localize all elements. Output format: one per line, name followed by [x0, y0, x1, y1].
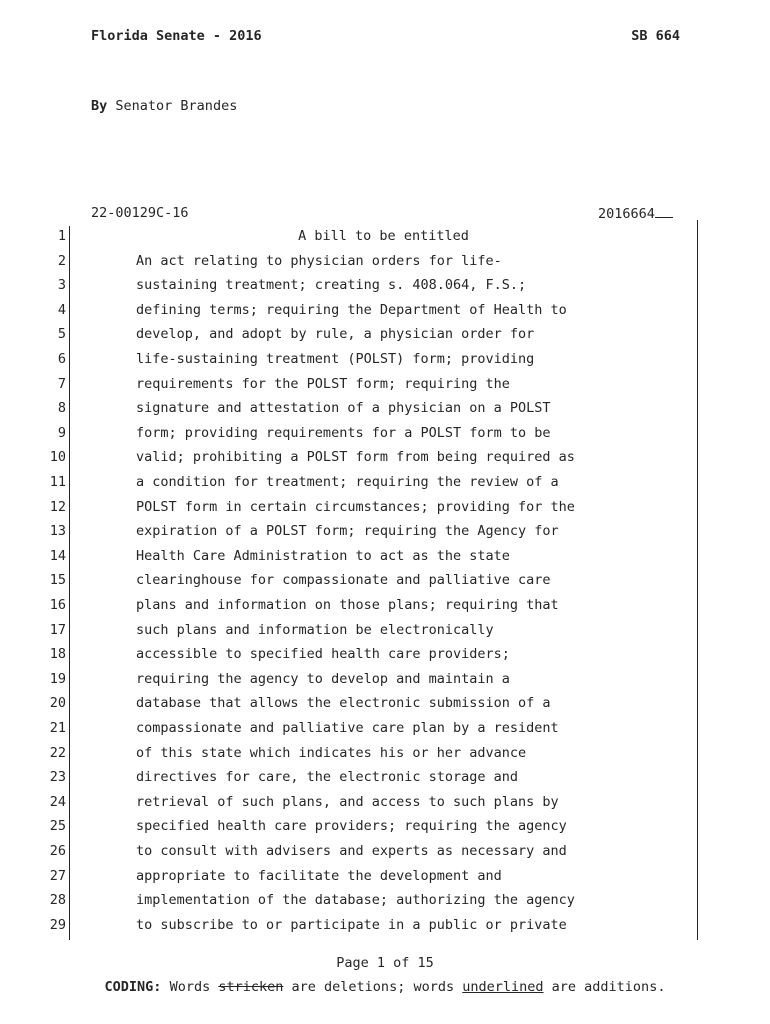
- bill-text-line: specified health care providers; requiring the agency: [136, 818, 567, 835]
- bill-text-line: implementation of the database; authorizing the agency: [136, 892, 575, 909]
- page-header-chamber: Florida Senate - 2016: [91, 28, 262, 44]
- line-number: 6: [57, 351, 66, 367]
- coding-end: are additions.: [551, 979, 666, 995]
- bill-title-line: A bill to be entitled: [298, 228, 469, 244]
- line-number: 3: [57, 277, 66, 294]
- coding-mid: are deletions; words: [291, 979, 455, 995]
- bill-text-line: An act relating to physician orders for life-: [136, 252, 502, 269]
- coding-words: Words: [169, 979, 211, 995]
- line-number: 21: [49, 720, 66, 736]
- page-number: Page 1 of 15: [336, 955, 434, 971]
- line-number: 2: [57, 252, 66, 269]
- line-number: 23: [49, 769, 66, 786]
- sponsor-by-label: By: [91, 98, 108, 114]
- line-number: 28: [49, 892, 66, 909]
- line-number: 24: [49, 793, 66, 810]
- right-margin-bar: [697, 220, 698, 940]
- bill-text-line: expiration of a POLST form; requiring the Agency for: [136, 523, 559, 540]
- coding-stricken: stricken: [218, 979, 284, 995]
- line-number: 15: [49, 572, 66, 589]
- bill-text-line: requiring the agency to develop and maintain a: [136, 670, 510, 687]
- bill-text-line: POLST form in certain circumstances; providing for the: [136, 498, 575, 515]
- left-margin-bar: [69, 226, 70, 940]
- page-header-bill-number: SB 664: [631, 28, 680, 44]
- bill-text-line: a condition for treatment; requiring the review of a: [136, 474, 559, 490]
- line-number: 19: [49, 670, 66, 687]
- doc-id-right-wrap: [598, 205, 673, 222]
- line-number: 9: [57, 424, 66, 441]
- line-number: 25: [49, 818, 66, 835]
- bill-text-line: accessible to specified health care providers;: [136, 646, 510, 663]
- line-number: 11: [49, 474, 66, 490]
- bill-text-line: to consult with advisers and experts as necessary and: [136, 843, 567, 859]
- bill-text-line: such plans and information be electronically: [136, 621, 494, 638]
- line-number: 8: [57, 400, 66, 417]
- line-number: 22: [49, 744, 66, 761]
- line-number: 29: [49, 916, 66, 933]
- bill-text-line: to subscribe to or participate in a public or private: [136, 916, 567, 933]
- bill-text-line: plans and information on those plans; requiring that: [136, 597, 559, 613]
- bill-text-line: Health Care Administration to act as the state: [136, 547, 510, 564]
- line-number: 14: [49, 547, 66, 564]
- bill-text-line: sustaining treatment; creating s. 408.064, F.S.;: [136, 277, 527, 294]
- bill-text-line: retrieval of such plans, and access to such plans by: [136, 793, 559, 810]
- line-number: 27: [49, 867, 66, 884]
- doc-id-left: 22-00129C-16: [91, 205, 189, 221]
- bill-text-line: of this state which indicates his or her advance: [136, 744, 527, 761]
- coding-underlined: underlined: [462, 979, 544, 995]
- bill-text-line: develop, and adopt by rule, a physician order for: [136, 326, 535, 343]
- doc-id-right: 2016664: [598, 206, 655, 222]
- bill-text-line: signature and attestation of a physician on a POLST: [136, 400, 551, 417]
- line-number: 13: [49, 523, 66, 540]
- bill-text-line: form; providing requirements for a POLST form to be: [136, 424, 551, 441]
- line-number: 26: [49, 843, 66, 859]
- coding-label: CODING:: [104, 979, 162, 995]
- line-number: 10: [49, 449, 66, 466]
- line-number: 16: [49, 597, 66, 613]
- line-number: 18: [49, 646, 66, 663]
- bill-text-line: defining terms; requiring the Department of Health to: [136, 301, 567, 318]
- bill-text-line: database that allows the electronic submission of a: [136, 695, 551, 712]
- doc-id-underscore: [655, 205, 673, 218]
- bill-text-line: clearinghouse for compassionate and palliative care: [136, 572, 551, 589]
- line-number: 5: [57, 326, 66, 343]
- line-number: 12: [49, 498, 66, 515]
- sponsor-name: Senator Brandes: [115, 98, 238, 114]
- line-number: 20: [49, 695, 66, 712]
- bill-text-line: requirements for the POLST form; requiring the: [136, 375, 510, 392]
- bill-text-line: appropriate to facilitate the development and: [136, 867, 502, 884]
- bill-text-line: life-sustaining treatment (POLST) form; providing: [136, 351, 535, 367]
- bill-text-line: compassionate and palliative care plan by a resident: [136, 720, 559, 736]
- line-number: 4: [57, 301, 66, 318]
- line-number: 17: [49, 621, 66, 638]
- sponsor-line: [91, 98, 237, 114]
- bill-text-line: valid; prohibiting a POLST form from being required as: [136, 449, 575, 466]
- line-number: 1: [57, 228, 66, 244]
- bill-text-line: directives for care, the electronic storage and: [136, 769, 519, 786]
- coding-legend: [0, 979, 770, 995]
- line-number: 7: [57, 375, 66, 392]
